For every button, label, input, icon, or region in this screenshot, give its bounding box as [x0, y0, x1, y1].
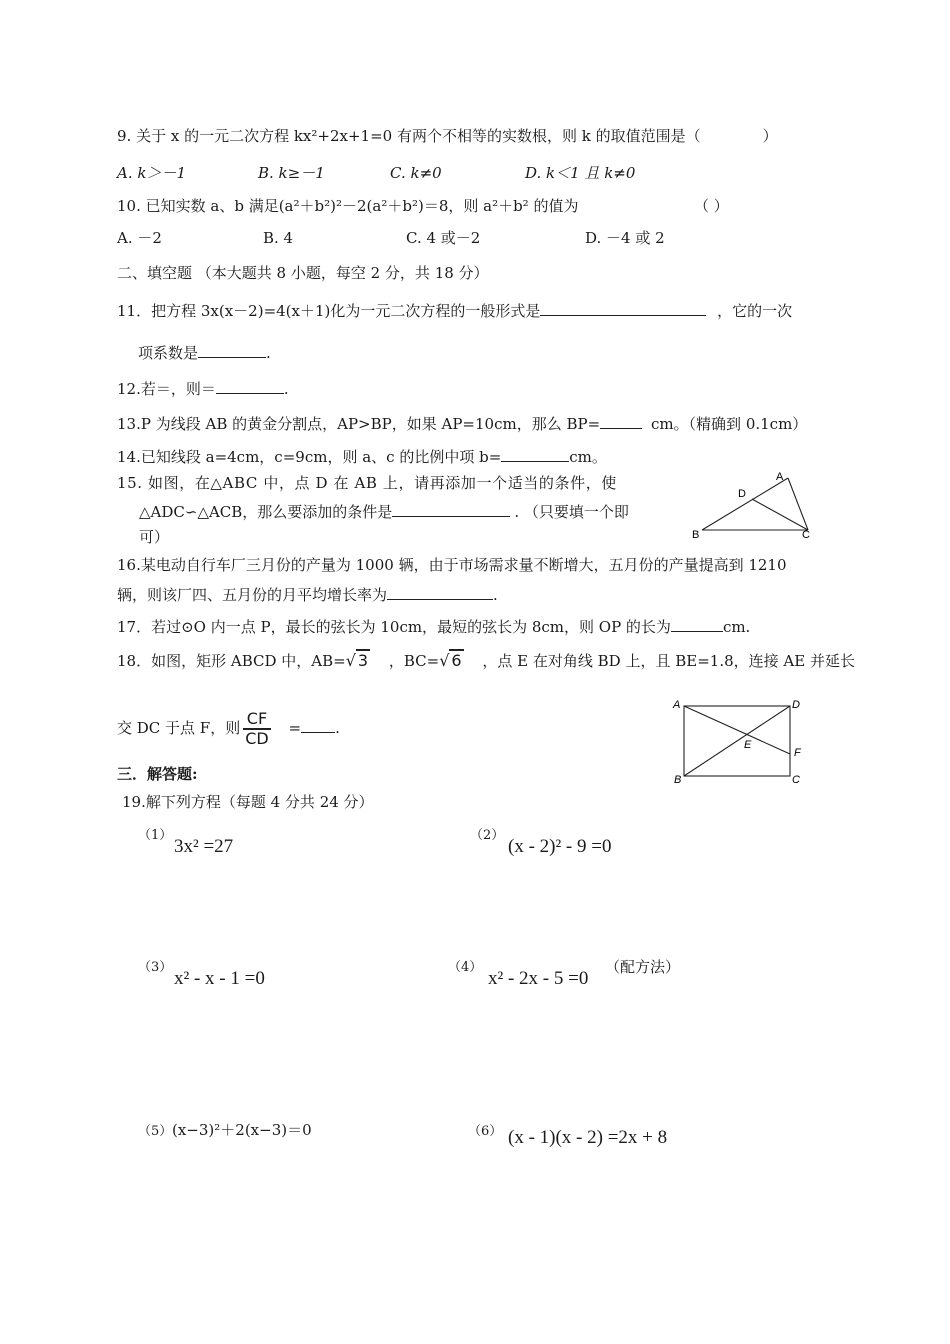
- side-AB: [702, 478, 788, 530]
- label-F: F: [794, 747, 801, 759]
- q9-option-b: B. k≥－1: [258, 164, 325, 182]
- label-A: A: [776, 471, 784, 483]
- q13-line: 13.P 为线段 AB 的黄金分割点，AP>BP，如果 AP=10cm，那么 BP= cm。（精确到 0.1cm）: [117, 412, 807, 434]
- q14-blank[interactable]: [501, 445, 569, 462]
- q19-item-1-num: （1）: [138, 828, 173, 843]
- q14-line: 14.已知线段 a=4cm，c=9cm，则 a、c 的比例中项 b= cm。: [117, 445, 607, 467]
- label-C: C: [802, 529, 810, 541]
- q19-item-4-method-note: （配方法）: [605, 958, 681, 976]
- q17-blank[interactable]: [671, 615, 723, 632]
- label-B: B: [692, 529, 700, 541]
- label-A: A: [673, 699, 681, 711]
- q18-line1: 18．如图，矩形 ABCD 中，AB=√ 3 ，BC=√ 6 ，点 E 在对角线 BD 上，且 BE=1.8，连接 AE 并延长: [117, 651, 855, 670]
- sqrt-3: √ 3: [345, 651, 369, 670]
- q15-triangle-figure: [688, 468, 828, 544]
- q18-line2: 交 DC 于点 F，则 $\frac{CF}{CD}$ = .: [117, 709, 340, 748]
- q9-option-a: A. k＞－1: [117, 164, 187, 182]
- q15-line3: 可）: [139, 528, 170, 546]
- q19-title: 19.解下列方程（每题 4 分共 24 分）: [122, 793, 374, 811]
- q19-item-5-equation: (x−3)²＋2(x−3)＝0: [172, 1121, 312, 1139]
- label-E: E: [744, 739, 752, 751]
- q16-line1: 16.某电动自行车厂三月份的产量为 1000 辆，由于市场需求量不断增大，五月份的产量提高到 1210: [117, 556, 787, 574]
- q19-item-3-num: （3）: [138, 960, 173, 975]
- line-AF: [684, 706, 790, 754]
- q18-rectangle-figure: [668, 696, 808, 788]
- q19-item-4-equation: x² - 2x - 5 =0: [488, 968, 589, 989]
- q11-blank-2[interactable]: [198, 341, 266, 358]
- q10-paren: （ ）: [694, 197, 729, 215]
- q10-option-b: B. 4: [263, 229, 294, 247]
- side-AC: [788, 478, 808, 530]
- q16-blank[interactable]: [387, 583, 493, 600]
- sqrt-6: √ 6: [439, 651, 462, 670]
- q17-line: 17．若过⊙O 内一点 P，最长的弦长为 10cm，最短的弦长为 8cm，则 OP 的长为 cm.: [117, 615, 750, 637]
- q10-stem: 10. 已知实数 a、b 满足(a²＋b²)²－2(a²＋b²)＝8，则 a²＋b² 的值为: [117, 197, 579, 215]
- q10-option-a: A. －2: [117, 229, 162, 247]
- q12-line: 12.若＝，则＝ .: [117, 377, 289, 399]
- q9-option-d: D. k＜1 且 k≠0: [525, 164, 636, 182]
- label-D: D: [738, 488, 746, 500]
- q19-item-3-equation: x² - x - 1 =0: [174, 968, 265, 989]
- q13-blank[interactable]: [600, 412, 642, 429]
- q11-line1: 11．把方程 3x(x－2)=4(x＋1)化为一元二次方程的一般形式是 ，它的一次: [117, 299, 792, 321]
- q9-stem: 9. 关于 x 的一元二次方程 kx²+2x+1=0 有两个不相等的实数根，则 k 的取值范围是（ ）: [117, 127, 778, 145]
- q18-blank[interactable]: [301, 716, 335, 733]
- q11-line2: 项系数是 .: [138, 341, 271, 363]
- diagonal-BD: [684, 706, 790, 776]
- label-D: D: [792, 699, 800, 711]
- q19-item-6-equation: (x - 1)(x - 2) =2x + 8: [508, 1127, 668, 1148]
- segment-DC: [752, 499, 808, 530]
- q15-blank[interactable]: [392, 500, 510, 517]
- q19-item-2-num: （2）: [470, 828, 505, 843]
- q19-item-6-num: （6）: [468, 1124, 503, 1139]
- q19-item-2-equation: (x - 2)² - 9 =0: [508, 836, 612, 857]
- q10-option-c: C. 4 或－2: [406, 229, 481, 247]
- section3-heading: 三．解答题:: [117, 765, 198, 783]
- q19-item-4-num: （4）: [448, 960, 483, 975]
- q15-line2: △ADC∽△ACB，那么要添加的条件是 . （只要填一个即: [139, 500, 629, 522]
- section2-heading: 二、填空题 （本大题共 8 小题，每空 2 分，共 18 分）: [117, 264, 489, 282]
- fraction-cf-cd: $\frac{CF}{CD}$: [245, 709, 269, 748]
- q12-blank[interactable]: [216, 377, 284, 394]
- q16-line2: 辆，则该厂四、五月份的月平均增长率为 .: [117, 583, 498, 605]
- q9-option-c: C. k≠0: [390, 164, 442, 182]
- label-C: C: [792, 774, 800, 786]
- q11-blank-1[interactable]: [540, 299, 706, 316]
- q10-option-d: D. －4 或 2: [585, 229, 665, 247]
- label-B: B: [674, 774, 682, 786]
- q19-item-1-equation: 3x² =27: [174, 836, 234, 857]
- q19-item-5-num: （5）: [138, 1124, 173, 1139]
- q15-line1: 15. 如图，在△ABC 中，点 D 在 AB 上，请再添加一个适当的条件，使: [117, 474, 617, 492]
